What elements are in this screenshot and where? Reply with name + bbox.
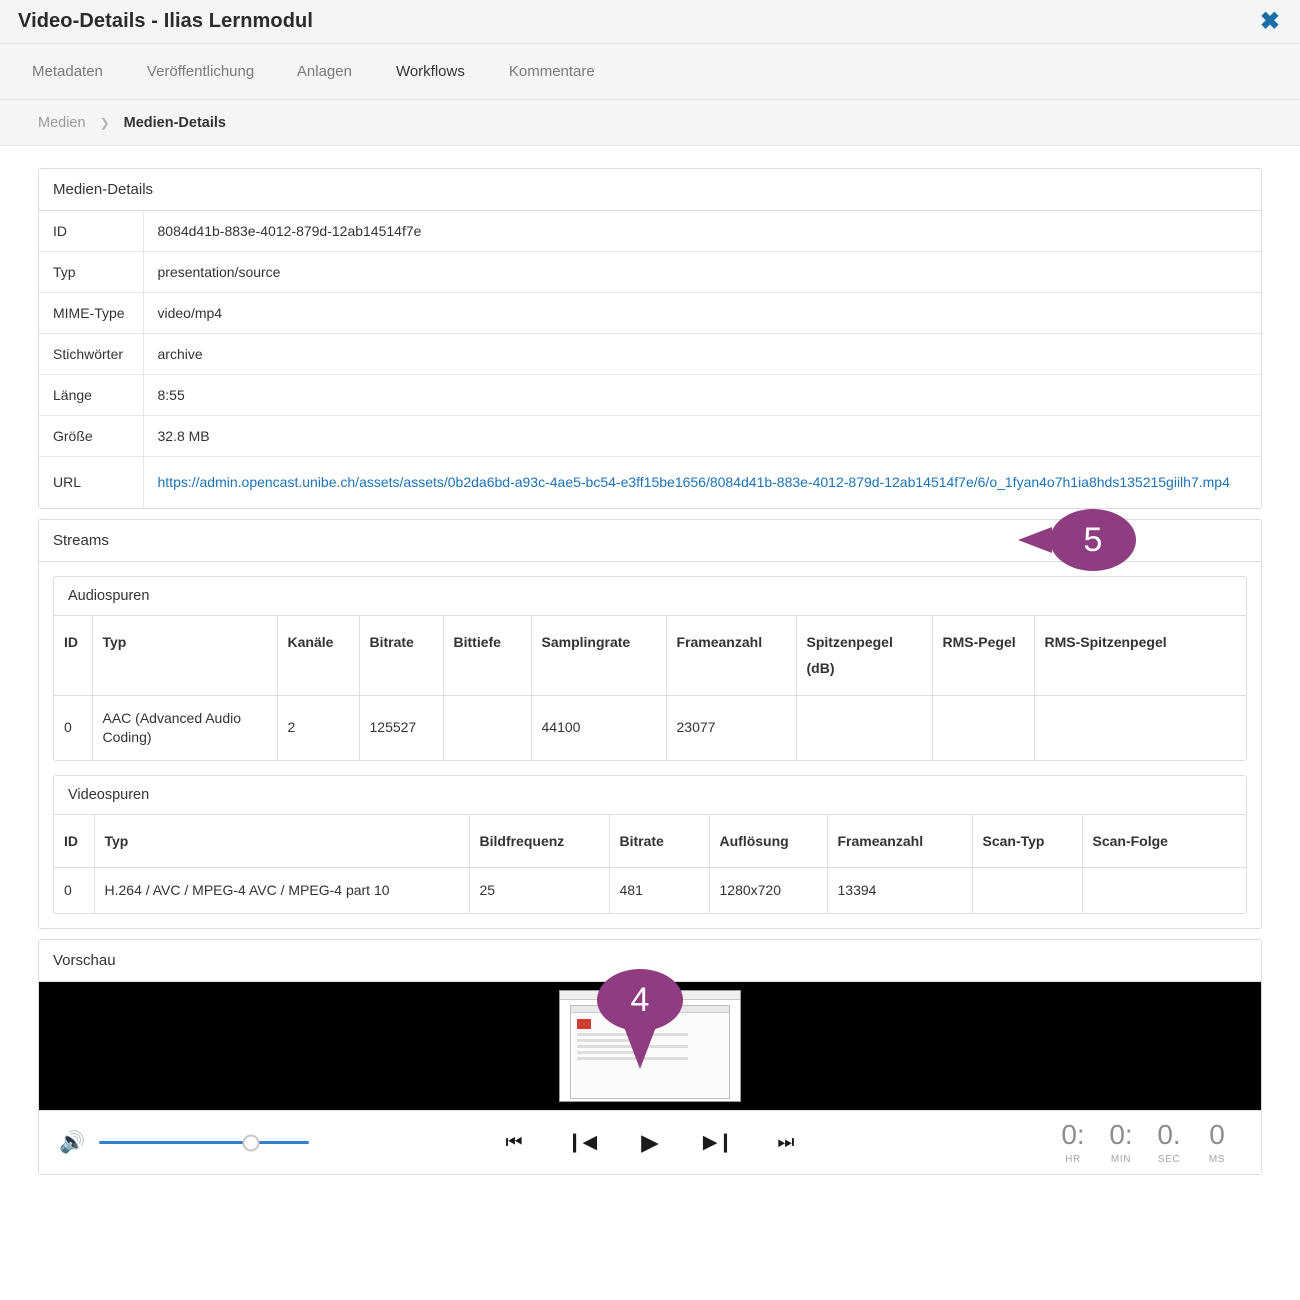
- timecode-ms: 0 MS: [1208, 1118, 1226, 1165]
- media-details-title: Medien-Details: [39, 169, 1261, 211]
- streams-title: Streams: [39, 520, 1261, 562]
- table-row: [39, 252, 1261, 293]
- cell-typ: AAC (Advanced Audio Coding): [92, 695, 277, 759]
- audio-tracks-title: Audiospuren: [54, 577, 1246, 616]
- col-scan-folge: Scan-Folge: [1082, 815, 1246, 868]
- cell-typ: H.264 / AVC / MPEG-4 AVC / MPEG-4 part 10: [94, 868, 469, 913]
- media-details-panel: [38, 168, 1262, 509]
- tab-workflows[interactable]: Workflows: [395, 62, 465, 80]
- table-row: [39, 416, 1261, 457]
- col-bitrate: Bitrate: [609, 815, 709, 868]
- close-icon[interactable]: ✖: [1259, 7, 1280, 35]
- breadcrumb: [0, 100, 1300, 146]
- row-key: Stichwörter: [39, 334, 143, 375]
- col-rms-spitzenpegel: RMS-Spitzenpegel: [1034, 616, 1246, 696]
- video-tracks-table: [54, 815, 1246, 913]
- media-details-table: [39, 211, 1261, 508]
- skip-back-icon[interactable]: ⏮: [505, 1131, 523, 1153]
- play-icon[interactable]: ▶: [641, 1129, 659, 1156]
- breadcrumb-medien[interactable]: Medien: [38, 114, 86, 131]
- row-value: video/mp4: [143, 293, 1261, 334]
- row-value: archive: [143, 334, 1261, 375]
- speaker-icon[interactable]: 🔊: [59, 1130, 86, 1154]
- tab-veroeffentlichung[interactable]: Veröffentlichung: [146, 62, 255, 80]
- volume-control[interactable]: [59, 1131, 309, 1155]
- table-row: [54, 868, 1246, 913]
- timecode-min: 0: MIN: [1109, 1118, 1133, 1165]
- cell-scan-folge: [1082, 868, 1246, 913]
- row-value: 8084d41b-883e-4012-879d-12ab14514f7e: [157, 223, 422, 239]
- cell-kanaele: 2: [277, 695, 359, 759]
- col-rms-pegel: RMS-Pegel: [932, 616, 1034, 696]
- step-back-icon[interactable]: ❙◀: [566, 1132, 598, 1154]
- table-row: [39, 375, 1261, 416]
- col-id: ID: [54, 616, 92, 696]
- cell-samplingrate: 44100: [531, 695, 666, 759]
- chevron-right-icon: ❯: [99, 115, 110, 130]
- streams-panel: [38, 519, 1262, 929]
- row-key: ID: [39, 211, 143, 252]
- col-bildfrequenz: Bildfrequenz: [469, 815, 609, 868]
- table-row: [39, 211, 1261, 252]
- row-value: 8:55: [143, 375, 1261, 416]
- row-value: 32.8 MB: [143, 416, 1261, 457]
- col-scan-typ: Scan-Typ: [972, 815, 1082, 868]
- preview-title: Vorschau: [39, 940, 1261, 982]
- row-value: presentation/source: [143, 252, 1261, 293]
- cell-rms-pegel: [932, 695, 1034, 759]
- annotation-marker-5: 5: [1050, 509, 1136, 571]
- cell-id: 0: [54, 695, 92, 759]
- timecode-display: [1049, 1118, 1241, 1165]
- cell-frameanzahl: 23077: [666, 695, 796, 759]
- cell-bitrate: 125527: [359, 695, 443, 759]
- tab-anlagen[interactable]: Anlagen: [296, 62, 352, 80]
- cell-bittiefe: [443, 695, 531, 759]
- tab-metadaten[interactable]: Metadaten: [32, 62, 103, 80]
- cell-bildfrequenz: 25: [469, 868, 609, 913]
- col-id: ID: [54, 815, 94, 868]
- col-bittiefe: Bittiefe: [443, 616, 531, 696]
- cell-aufloesung: 1280x720: [709, 868, 827, 913]
- row-key: MIME-Type: [39, 293, 143, 334]
- row-value-url: [143, 457, 1261, 508]
- col-frameanzahl: Frameanzahl: [666, 616, 796, 696]
- skip-forward-icon[interactable]: ⏭: [777, 1131, 795, 1153]
- col-samplingrate: Samplingrate: [531, 616, 666, 696]
- cell-rms-spitzenpegel: [1034, 695, 1246, 759]
- media-url-link[interactable]: https://admin.opencast.unibe.ch/assets/assets/0b2da6bd-a93c-4ae5-bc54-e3ff15be1656/8084d41b-883e-4012-879d-12ab14514f7e/6/o_1fyan4o7h1ia8hds135215giilh7.mp4: [157, 474, 1230, 490]
- row-key: Typ: [39, 252, 143, 293]
- breadcrumb-medien-details: Medien-Details: [123, 114, 226, 131]
- video-tracks-title: Videospuren: [54, 776, 1246, 815]
- volume-slider[interactable]: [99, 1135, 309, 1151]
- page-title: Video-Details - Ilias Lernmodul: [18, 10, 314, 32]
- audio-tracks-panel: [53, 576, 1247, 761]
- col-typ: Typ: [94, 815, 469, 868]
- cell-bitrate: 481: [609, 868, 709, 913]
- audio-tracks-table: [54, 616, 1246, 760]
- window-titlebar: [0, 0, 1300, 44]
- player-controls: [39, 1110, 1261, 1174]
- table-row: [39, 334, 1261, 375]
- cell-spitzenpegel: [796, 695, 932, 759]
- cell-frameanzahl: 13394: [827, 868, 972, 913]
- row-key: Länge: [39, 375, 143, 416]
- col-spitzenpegel: Spitzenpegel (dB): [796, 616, 932, 696]
- col-frameanzahl: Frameanzahl: [827, 815, 972, 868]
- table-row: [54, 695, 1246, 759]
- col-aufloesung: Auflösung: [709, 815, 827, 868]
- table-row: [39, 293, 1261, 334]
- table-header-row: [54, 616, 1246, 696]
- row-key-url: URL: [39, 457, 143, 508]
- table-header-row: [54, 815, 1246, 868]
- step-forward-icon[interactable]: ▶❙: [702, 1132, 734, 1154]
- video-tracks-panel: [53, 775, 1247, 914]
- timecode-hr: 0: HR: [1061, 1118, 1085, 1165]
- col-bitrate: Bitrate: [359, 616, 443, 696]
- table-row-url: [39, 457, 1261, 508]
- col-typ: Typ: [92, 616, 277, 696]
- row-key: Größe: [39, 416, 143, 457]
- cell-scan-typ: [972, 868, 1082, 913]
- col-kanaele: Kanäle: [277, 616, 359, 696]
- annotation-marker-4: 4: [597, 969, 683, 1031]
- tab-bar: [0, 44, 1300, 100]
- cell-id: 0: [54, 868, 94, 913]
- volume-slider-knob[interactable]: [243, 1134, 260, 1151]
- tab-kommentare[interactable]: Kommentare: [508, 62, 595, 80]
- timecode-sec: 0. SEC: [1157, 1118, 1181, 1165]
